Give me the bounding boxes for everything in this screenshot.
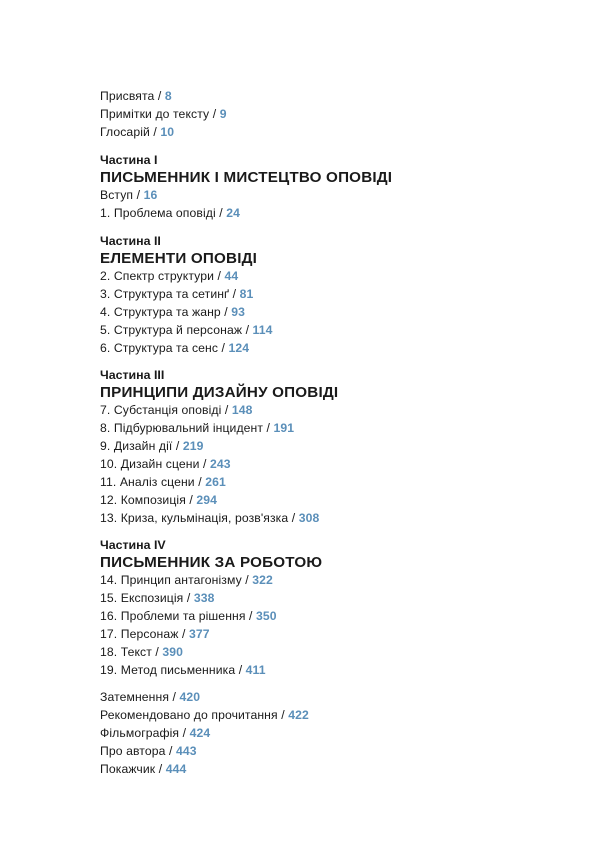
toc-entry-title: 13. Криза, кульмінація, розв'язка (100, 511, 289, 525)
toc-page-number: 81 (239, 287, 254, 301)
toc-entry-title: 19. Метод письменника (100, 663, 236, 677)
toc-separator: / (165, 744, 176, 758)
toc-entry[interactable] (100, 492, 217, 508)
toc-entry[interactable] (100, 662, 266, 678)
toc-page-number: 411 (245, 663, 266, 677)
toc-entry[interactable] (100, 402, 253, 418)
toc-page-number: 114 (252, 323, 273, 337)
toc-separator: / (263, 421, 274, 435)
toc-page-number: 261 (205, 475, 226, 489)
toc-page-number: 377 (188, 627, 210, 641)
toc-page-number: 16 (143, 188, 158, 202)
toc-page-number: 243 (210, 457, 231, 471)
toc-page-number: 338 (193, 591, 215, 605)
toc-page-number: 422 (288, 708, 309, 722)
toc-page-number: 420 (179, 690, 201, 704)
toc-separator: / (221, 403, 232, 417)
toc-page-number: 424 (189, 726, 211, 740)
part-label: Частина II (100, 234, 161, 248)
toc-entry[interactable] (100, 590, 214, 606)
toc-separator: / (218, 341, 229, 355)
toc-entry-title: Вступ (100, 188, 134, 202)
toc-entry[interactable] (100, 286, 253, 302)
toc-entry[interactable] (100, 510, 319, 526)
toc-page-number: 350 (256, 609, 277, 623)
toc-separator: / (151, 645, 163, 659)
toc-page-number: 124 (228, 341, 250, 355)
toc-entry-title: 3. Структура та сетинґ (100, 287, 230, 301)
toc-entry-title: 16. Проблеми та рішення (100, 609, 246, 623)
toc-separator: / (169, 690, 180, 704)
toc-page-number: 10 (160, 125, 175, 139)
toc-entry[interactable] (100, 420, 294, 436)
toc-entry[interactable] (100, 689, 200, 705)
toc-entry-title: 8. Підбурювальний інцидент (100, 421, 264, 435)
toc-entry-title: 15. Експозиція (100, 591, 184, 605)
toc-entry[interactable] (100, 626, 210, 642)
toc-entry-title: Рекомендовано до прочитання (100, 708, 278, 722)
toc-entry-title: 6. Структура та сенс (100, 341, 219, 355)
toc-separator: / (185, 493, 197, 507)
toc-entry-title: 9. Дизайн дії (100, 439, 173, 453)
part-title: ПИСЬМЕННИК ЗА РОБОТОЮ (100, 554, 323, 571)
toc-page-number: 8 (164, 89, 172, 103)
toc-separator: / (242, 323, 253, 337)
toc-entry-title: 17. Персонаж (100, 627, 179, 641)
toc-separator: / (245, 609, 257, 623)
toc-separator: / (172, 439, 183, 453)
toc-page-number: 9 (219, 107, 227, 121)
toc-page-number: 44 (224, 269, 239, 283)
toc-entry-title: Присвята (100, 89, 155, 103)
toc-entry[interactable] (100, 456, 231, 472)
toc-page-number: 294 (196, 493, 218, 507)
toc-page-number: 219 (182, 439, 204, 453)
toc-entry[interactable] (100, 304, 245, 320)
toc-separator: / (214, 269, 225, 283)
toc-entry-title: 10. Дизайн сцени (100, 457, 200, 471)
toc-separator: / (179, 726, 190, 740)
toc-page-number: 308 (298, 511, 320, 525)
toc-entry-title: Примітки до тексту (100, 107, 210, 121)
toc-entry-title: Фільмографія (100, 726, 180, 740)
toc-separator: / (199, 457, 211, 471)
toc-entry[interactable] (100, 608, 277, 624)
toc-entry[interactable] (100, 268, 238, 284)
toc-entry-title: 5. Структура й персонаж (100, 323, 243, 337)
toc-entry[interactable] (100, 644, 183, 660)
toc-page-number: 444 (165, 762, 187, 776)
toc-separator: / (178, 627, 189, 641)
toc-separator: / (149, 125, 161, 139)
toc-separator: / (241, 573, 253, 587)
toc-page-number: 322 (252, 573, 273, 587)
toc-separator: / (277, 708, 289, 722)
toc-entry-title: 4. Структура та жанр (100, 305, 221, 319)
toc-page-number: 191 (273, 421, 295, 435)
toc-separator: / (154, 89, 165, 103)
toc-entry[interactable] (100, 572, 273, 588)
toc-entry[interactable] (100, 438, 204, 454)
toc-entry-title: Глосарій (100, 125, 150, 139)
toc-page-number: 148 (231, 403, 253, 417)
toc-separator: / (155, 762, 166, 776)
toc-separator: / (215, 206, 227, 220)
part-label: Частина I (100, 153, 158, 167)
toc-page-number: 93 (231, 305, 246, 319)
toc-entry[interactable] (100, 187, 157, 203)
toc-separator: / (229, 287, 240, 301)
toc-separator: / (133, 188, 144, 202)
part-label: Частина III (100, 368, 165, 382)
toc-entry-title: Покажчик (100, 762, 156, 776)
toc-page-number: 443 (175, 744, 197, 758)
toc-entry-title: 2. Спектр структури (100, 269, 214, 283)
toc-entry[interactable] (100, 88, 172, 104)
toc-page-number: 390 (162, 645, 184, 659)
toc-entry[interactable] (100, 761, 186, 777)
toc-entry[interactable] (100, 743, 197, 759)
toc-entry[interactable] (100, 474, 226, 490)
toc-separator: / (194, 475, 206, 489)
toc-separator: / (220, 305, 232, 319)
toc-entry-title: Затемнення (100, 690, 170, 704)
toc-separator: / (288, 511, 299, 525)
toc-entry-title: 12. Композиція (100, 493, 186, 507)
toc-entry[interactable] (100, 205, 240, 221)
toc-page-number: 24 (226, 206, 241, 220)
part-title: ПИСЬМЕННИК І МИСТЕЦТВО ОПОВІДІ (100, 169, 393, 186)
part-title: ЕЛЕМЕНТИ ОПОВІДІ (100, 250, 258, 267)
toc-entry[interactable] (100, 340, 249, 356)
toc-separator: / (183, 591, 194, 605)
toc-entry-title: Про автора (100, 744, 166, 758)
toc-entry-title: 11. Аналіз сцени (100, 475, 195, 489)
toc-entry-title: 18. Текст (100, 645, 152, 659)
toc-entry-title: 1. Проблема оповіді (100, 206, 216, 220)
toc-entry[interactable] (100, 707, 309, 723)
part-title: ПРИНЦИПИ ДИЗАЙНУ ОПОВІДІ (100, 384, 339, 401)
part-label: Частина IV (100, 538, 166, 552)
toc-entry-title: 14. Принцип антагонізму (100, 573, 242, 587)
toc-entry[interactable] (100, 725, 210, 741)
toc-separator: / (235, 663, 246, 677)
toc-entry[interactable] (100, 124, 174, 140)
toc-entry[interactable] (100, 322, 273, 338)
toc-entry[interactable] (100, 106, 227, 122)
toc-separator: / (209, 107, 220, 121)
toc-entry-title: 7. Субстанція оповіді (100, 403, 222, 417)
